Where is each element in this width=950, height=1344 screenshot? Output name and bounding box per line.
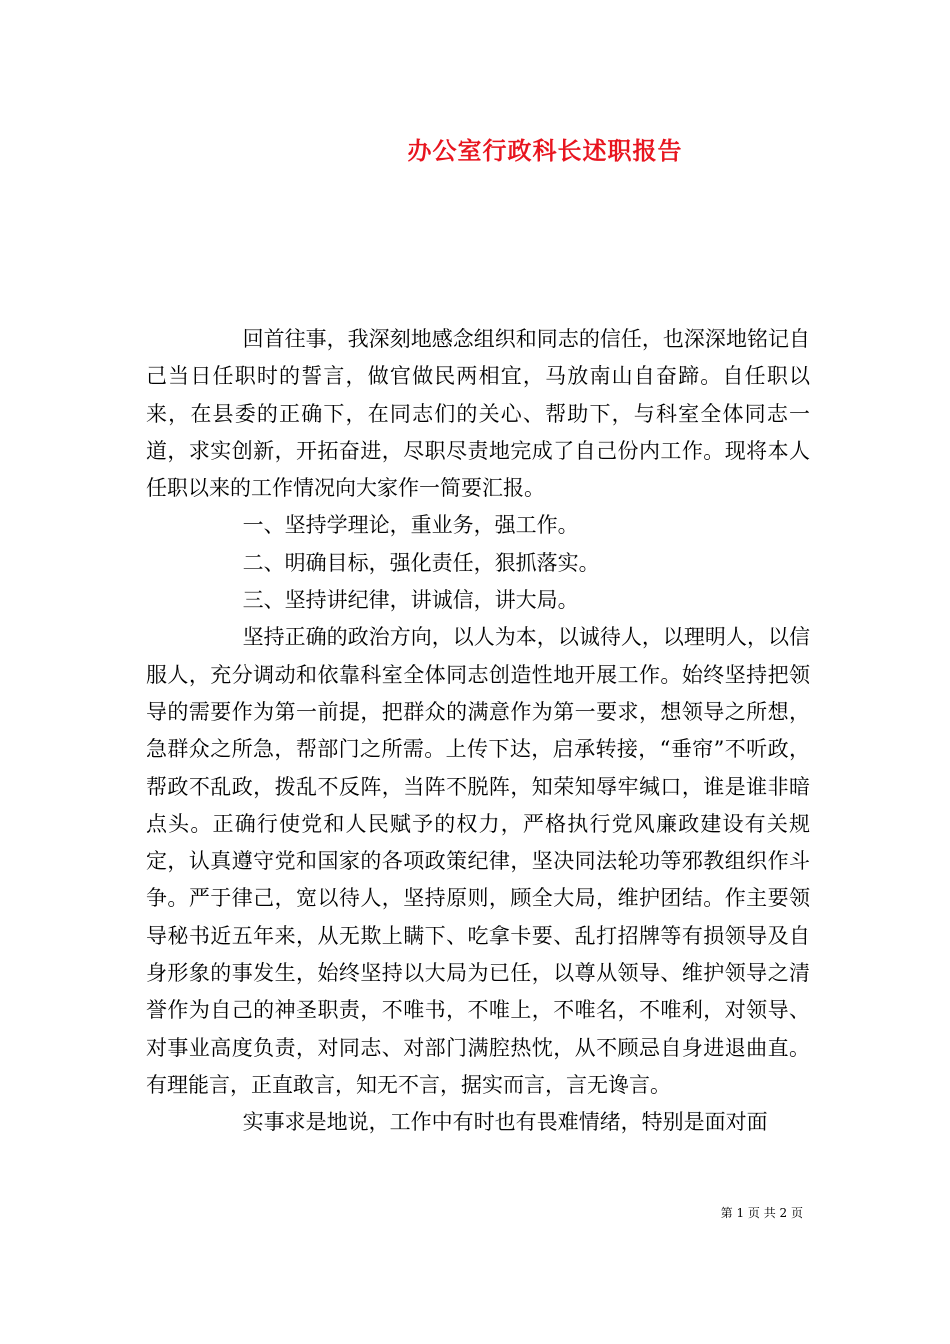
document-body (146, 321, 810, 1142)
paragraph-continued: 实事求是地说，工作中有时也有畏难情绪，特别是面对面 (242, 1110, 768, 1135)
heading-item-2: 二、明确目标，强化责任，狠抓落实。 (242, 550, 600, 575)
document-title: 办公室行政科长述职报告 (407, 136, 683, 165)
paragraph-main: 坚持正确的政治方向，以人为本，以诚待人，以理明人，以信服人，充分调动和依靠科室全体同志创造性地开展工作。始终坚持把领导的需要作为第一前提，把群众的满意作为第一要求，想领导之所想，急群众之所急，帮部门之所需。上传下达，启承转接，“垂帘”不听政，帮政不乱政，拨乱不反阵，当阵不脱阵，知荣知辱牢缄口，谁是谁非暗点头。正确行使党和人民赋予的权力，严格执行党风廉政建设有关规定，认真遵守党和国家的各项政策纪律，坚决同法轮功等邪教组织作斗争。严于律己，宽以待人，坚持原则，顾全大局，维护团结。作主要领导秘书近五年来，从无欺上瞒下、吃拿卡要、乱打招牌等有损领导及自身形象的事发生，始终坚持以大局为已任，以尊从领导、维护领导之清誉作为自己的神圣职责，不唯书，不唯上，不唯名，不唯利，对领导、对事业高度负责，对同志、对部门满腔热忱，从不顾忌自身进退曲直。有理能言，正直敢言，知无不言，据实而言，言无谗言。 (146, 625, 810, 1097)
page-number-footer: 第 1 页 共 2 页 (720, 1206, 803, 1220)
heading-item-1: 一、坚持学理论，重业务，强工作。 (242, 513, 579, 538)
paragraph-intro: 回首往事，我深刻地感念组织和同志的信任，也深深地铭记自己当日任职时的誓言，做官做民两相宜，马放南山自奋蹄。自任职以来，在县委的正确下，在同志们的关心、帮助下，与科室全体同志一道，求实创新，开拓奋进，尽职尽责地完成了自己份内工作。现将本人任职以来的工作情况向大家作一简要汇报。 (146, 327, 810, 501)
heading-item-3: 三、坚持讲纪律，讲诚信，讲大局。 (242, 588, 579, 613)
